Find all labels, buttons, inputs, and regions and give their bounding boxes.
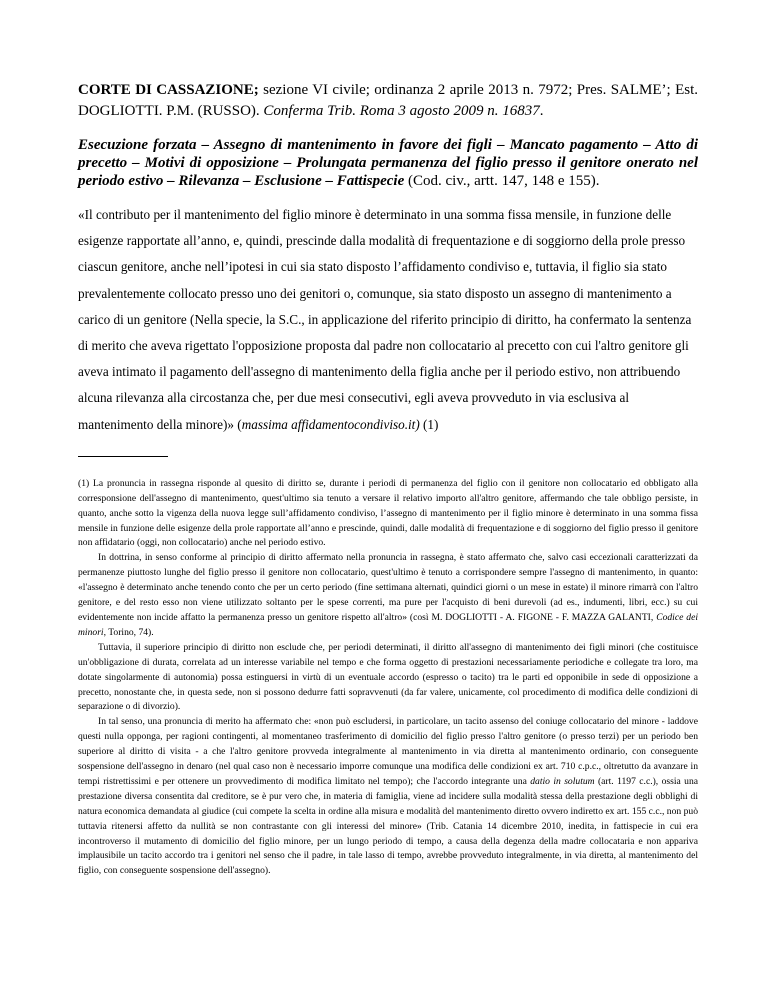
header-end: .	[539, 103, 544, 119]
footnote-text: , Torino, 74).	[103, 626, 154, 638]
footnote-paragraph	[78, 551, 698, 640]
subject-references: (Cod. civ., artt. 147, 148 e 155).	[404, 173, 600, 189]
latin-term: datio in solutum	[530, 775, 595, 787]
cited-work-title: Codice dei minori	[78, 611, 698, 638]
footnote-paragraph	[78, 715, 698, 879]
footnote-reference: (1)	[419, 416, 439, 432]
subject-heading	[78, 136, 698, 190]
subject-title: Esecuzione forzata – Assegno di mantenimento in favore dei figli – Mancato pagamento – Atto di precetto – Motivi di opposizione – Prolungata permanenza del figlio presso il genitore onerato nel periodo estivo – Rilevanza – Esclusione – Fattispecie	[78, 137, 698, 189]
confirmed-decision: Conferma Trib. Roma 3 agosto 2009 n. 16837	[263, 103, 540, 119]
footnote-text: In tal senso, una pronuncia di merito ha affermato che: «non può escludersi, in particolare, un tacito assenso del coniuge collocatario del minore - laddove questi nulla opponga, per ragioni contingenti, al momentaneo trasferimento di domicilio del figlio presso l'altro genitore (o presso terzi) per un periodo ben superiore al diritto di visita - a che l'altro genitore provveda integralmente al mantenimento in via diretta al mantenimento ordinario, con conseguente sospensione dell'assegno in denaro (nel qual caso non è necessario imporre comunque una modifica delle condizioni ex art. 710 c.p.c., oltretutto da avanzare in tempi ristrettissimi e per ottenere un provvedimento di modifica limitato nel tempo); che l'accordo integrante una	[78, 716, 698, 787]
massima-source: massima affidamentocondiviso.it)	[241, 416, 420, 432]
footnotes	[78, 477, 698, 879]
massima-text: «Il contributo per il mantenimento del figlio minore è determinato in una somma fissa mensile, in funzione delle esigenze rapportate all’anno, e, quindi, prescinde dalla modalità di frequentazione e di soggiorno della prole presso ciascun genitore, anche nell’ipotesi in cui sia stato disposto l’affidamento condiviso e, tuttavia, il figlio sia stato prevalentemente collocato presso uno dei genitori o, comunque, sia stato disposto un assegno di mantenimento a carico di un genitore (Nella specie, la S.C., in applicazione del riferito principio di diritto, ha confermato la sentenza di merito che aveva rigettato l'opposizione proposta dal padre non collocatario al precetto con cui l'altro genitore gli aveva intimato il pagamento dell'assegno di mantenimento della figlia anche per il periodo estivo, non attribuendo alcuna rilevanza alla circostanza che, per due mesi consecutivi, egli aveva provveduto in via esclusiva al mantenimento della minore)» (	[78, 207, 692, 432]
footnote-text: In dottrina, in senso conforme al principio di diritto affermato nella pronuncia in rassegna, è stato affermato che, salvo casi eccezionali caratterizzati da permanenze piuttosto lunghe del figlio presso il genitore non collocatario, quest'ultimo è tenuto a corrispondere sempre l'assegno di mantenimento, in quanto: «l'assegno è determinato anche tenendo conto che per un certo periodo (fine settimana alternati, quindici giorni o un mese in estate) il minore rimarrà con l'altro genitore, e del resto esso non viene utilizzato soltanto per le spese correnti, ma pure per l'acquisto di beni durevoli (ad es., indumenti, libri, ecc.) su cui evidentemente non incide affatto la permanenza presso un genitore rispetto all'altro» (così M. DOGLIOTTI - A. FIGONE - F. MAZZA GALANTI,	[78, 552, 698, 623]
massima-paragraph	[78, 202, 698, 438]
footnote-separator	[78, 456, 168, 457]
court-name: CORTE DI CASSAZIONE;	[78, 82, 259, 98]
footnote-text: (art. 1197 c.c.), ossia una prestazione diversa consentita dal creditore, se è pur vero che, in materia di famiglia, viene ad incidere sulla modalità stessa della prestazione degli obblighi di natura economica demandata al giudice (cui compete la scelta in ordine alla misura e modalità del mantenimento diretto ovvero indiretto ex art. 155 c.c., non può tuttavia ritenersi affetto da nullità se non contrastante con gli interessi del minore» (Trib. Catania 14 dicembre 2010, inedita, in fattispecie in cui era incontroverso il mutamento di domicilio del figlio minore, per un lungo periodo di tempo, a causa della degenza della madre collocataria e non appariva implausibile un tacito accordo tra i genitori nel senso che il padre, in tale lasso di tempo, avrebbe provveduto integralmente, in via diretta, al mantenimento del figlio, con conseguente sospensione dell'assegno).	[78, 775, 698, 877]
case-header	[78, 80, 698, 122]
footnote-paragraph: (1) La pronuncia in rassegna risponde al quesito di diritto se, durante i periodi di permanenza del figlio con il genitore non collocatario ed obbligato alla corresponsione dell'assegno di mantenimento, quest'ultimo sia tenuto a versare il relativo importo all'altro genitore, affermando che tale obbligo persiste, in quanto, anche sotto la vigenza della nuova legge sull’affidamento condiviso, l’assegno di mantenimento per il figlio minore è determinato in una somma fissa mensile in funzione delle esigenze della prole rapportate all’anno e prescinde, quindi, dalle modalità di frequentazione e di soggiorno del figlio presso il genitore non affidatario (oggi, non collocatario) anche nel periodo estivo.	[78, 477, 698, 549]
document-page	[78, 80, 698, 879]
case-details: sezione VI civile; ordinanza 2 aprile 2013 n. 7972; Pres. SALME’; Est. DOGLIOTTI. P.M. (RUSSO).	[78, 82, 698, 119]
footnote-paragraph: Tuttavia, il superiore principio di diritto non esclude che, per periodi determinati, il diritto all'assegno di mantenimento dei figli minori (che costituisce un'obbligazione di durata, correlata ad un interesse variabile nel tempo e che forma oggetto di prestazioni necessariamente periodiche e collegate tra loro, ma dotate singolarmente di autonomia) possa estinguersi in virtù di un eventuale accordo (espresso o tacito) tra le parti ed opponibile in sede di opposizione a precetto, nonostante che, in questa sede, non si possono dedurre fatti sopravvenuti (da far valere, unicamente, col procedimento di modifica delle condizioni di separazione o di divorzio).	[78, 641, 698, 713]
